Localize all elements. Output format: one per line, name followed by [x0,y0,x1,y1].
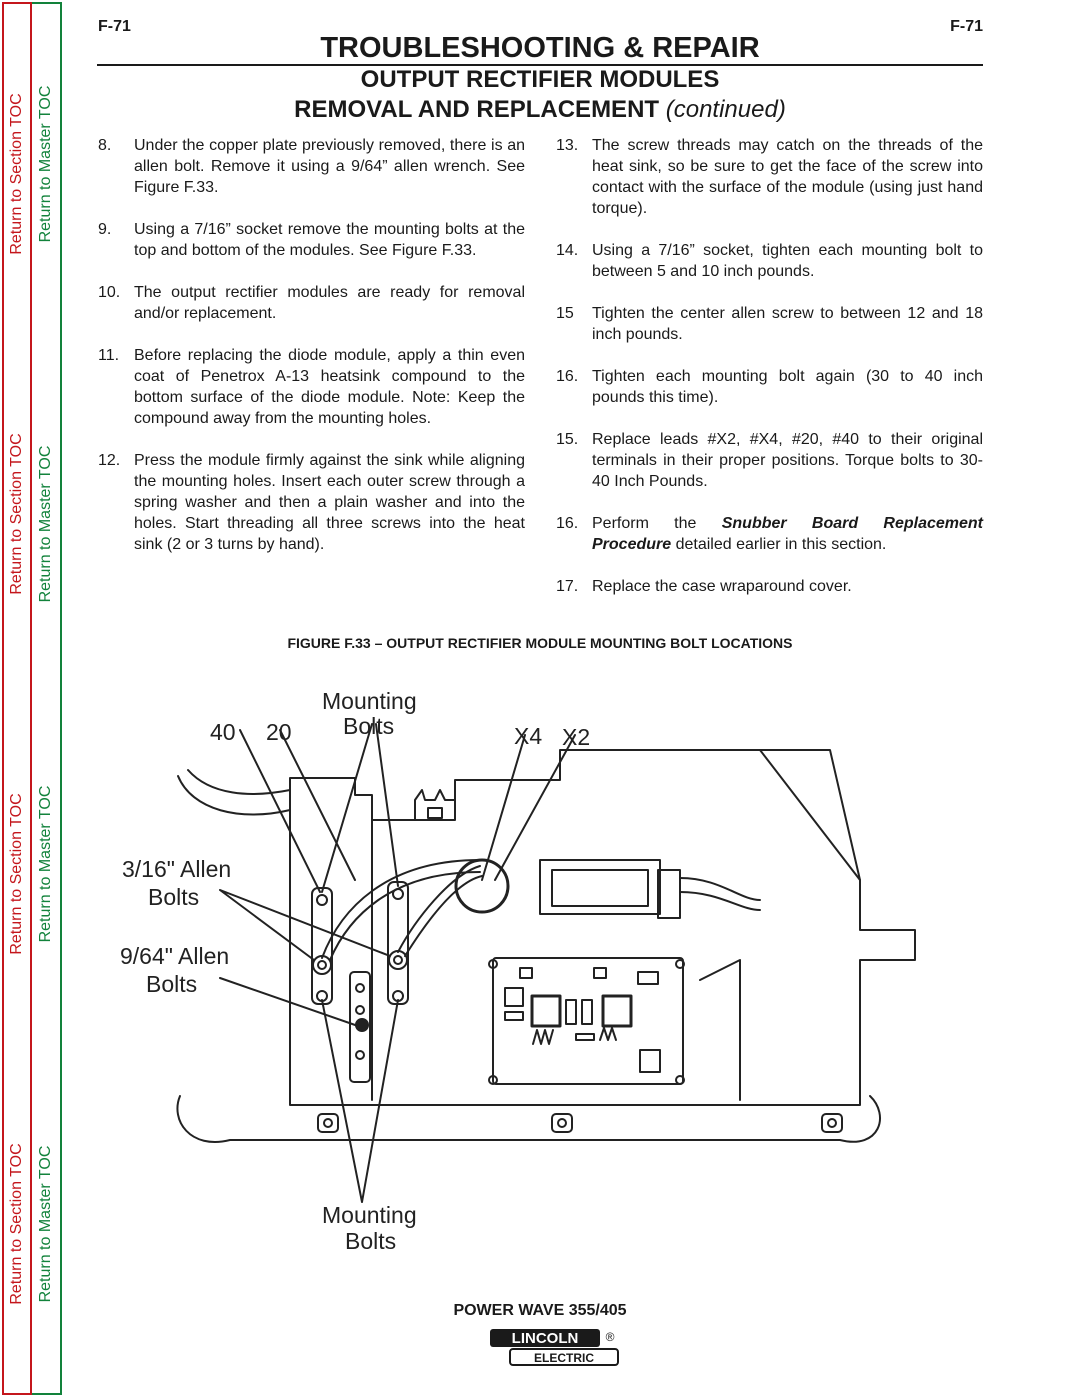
callout-40 [240,730,320,892]
highlight-circle [456,860,508,912]
label-allen-964-2: Bolts [146,971,198,997]
lincoln-electric-logo [488,1327,623,1367]
page-number-left: F-71 [98,18,131,35]
figure-caption: FIGURE F.33 – OUTPUT RECTIFIER MODULE MOUNTING BOLT LOCATIONS [287,635,793,651]
step-item: 15. Replace leads #X2, #X4, #20, #40 to their original terminals in their proper positions. Torque bolts to 30-40 Inch Pounds. [556,431,983,490]
step-item: 15 Tighten the center allen screw to between 12 and 18 inch pounds. [556,305,983,343]
base-skid [177,1096,880,1142]
label-allen-964-1: 9/64" Allen [120,943,230,969]
rectifier-module-right [388,882,408,1004]
step-item: 10. The output rectifier modules are ready for removal and/or replacement. [98,284,525,322]
callout-x2 [495,735,575,880]
return-to-section-toc-link-3[interactable]: Return to Section TOC [8,793,25,955]
step-item: 9. Using a 7/16” socket remove the mounting bolts at the top and bottom of the modules. See Figure F.33. [98,221,525,259]
coil-2 [600,1028,616,1040]
section-subtitle: OUTPUT RECTIFIER MODULES [360,66,720,93]
label-mounting-bolts-bottom-1: Mounting [322,1202,417,1228]
left-steps-column [98,135,525,576]
return-to-section-toc-link-4[interactable]: Return to Section TOC [8,1143,25,1305]
svg-text:ELECTRIC: ELECTRIC [534,1351,594,1365]
return-to-section-toc-link-2[interactable]: Return to Section TOC [8,433,25,595]
rectifier-diagram [100,660,980,1280]
snubber-wires [680,878,760,910]
top-connector-body [428,808,442,818]
chassis-inner-wall [372,820,740,1100]
chassis-outline [290,750,915,1105]
lead-wire-20b [405,876,482,956]
base-bolt [822,1114,842,1132]
terminal-block [658,870,680,918]
step-item: 12. Press the module firmly against the sink while aligning the mounting holes. Insert each outer screw through a spring washer and then a plain washer and into the holes. Start threading all three screws into the heat sink (2 or 3 turns by hand). [98,452,525,553]
step-item: 16. Tighten each mounting bolt again (30 to 40 inch pounds this time). [556,368,983,406]
product-model: POWER WAVE 355/405 [453,1302,627,1319]
return-to-section-toc-link-1[interactable]: Return to Section TOC [8,93,25,255]
master-toc-strip [32,2,62,1395]
transformer-2 [603,996,631,1026]
procedure-subtitle-main: REMOVAL AND REPLACEMENT [294,96,660,123]
label-allen-316-1: 3/16" Allen [122,856,232,882]
page-number-right: F-71 [950,18,983,35]
label-mounting-bolts-top-1: Mounting [322,688,417,714]
label-lead-x2: X2 [562,724,591,750]
svg-text:LINCOLN: LINCOLN [511,1330,579,1347]
transformer-1 [532,996,560,1026]
procedure-subtitle [0,96,1080,124]
base-bolt [552,1114,572,1132]
rectifier-figure [100,660,980,1280]
top-connector [415,790,455,820]
return-to-master-toc-link-1[interactable]: Return to Master TOC [37,85,54,243]
label-allen-316-2: Bolts [148,884,200,910]
callout-mounting-top [322,724,398,892]
page-title: TROUBLESHOOTING & REPAIR [320,32,760,64]
procedure-subtitle-continued: (continued) [665,96,786,123]
step-item: 17. Replace the case wraparound cover. [556,578,852,595]
label-lead-x4: X4 [514,723,543,749]
lead-wire-40 [322,860,480,958]
step-item: 8. Under the copper plate previously removed, there is an allen bolt. Remove it using a 9/64” allen wrench. See Figure F.33. [98,137,525,196]
label-lead-40: 40 [210,719,236,745]
right-steps-column [556,135,983,618]
callout-allen-316 [220,890,390,960]
label-lead-20: 20 [266,719,292,745]
snubber-procedure-reference: Snubber Board Replacement [721,515,983,532]
label-mounting-bolts-top-2: Bolts [343,713,395,739]
coil-1 [533,1030,553,1044]
left-handle-top-inner [188,770,290,794]
step-item: 11. Before replacing the diode module, apply a thin even coat of Penetrox A-13 heatsink compound to the bottom surface of the diode module. Note: Keep the compound away from the mounting holes. [98,347,525,427]
return-to-master-toc-link-3[interactable]: Return to Master TOC [37,785,54,943]
callout-x4 [482,735,525,880]
svg-text:®: ® [605,1330,615,1344]
section-toc-strip [2,2,32,1395]
return-to-master-toc-link-2[interactable]: Return to Master TOC [37,445,54,603]
step-item: 14. Using a 7/16” socket, tighten each mounting bolt to between 5 and 10 inch pounds. [556,242,983,280]
label-mounting-bolts-bottom-2: Bolts [345,1228,397,1254]
callout-20 [280,730,355,880]
base-bolt [318,1114,338,1132]
step-item: 16. Perform the Snubber Board Replacement Procedure detailed earlier in this section. [556,515,983,553]
step-item: 13. The screw threads may catch on the threads of the heat sink, so be sure to get the face of the screw into contact with the surface of the module (using just hand torque). [556,137,983,217]
return-to-master-toc-link-4[interactable]: Return to Master TOC [37,1145,54,1303]
